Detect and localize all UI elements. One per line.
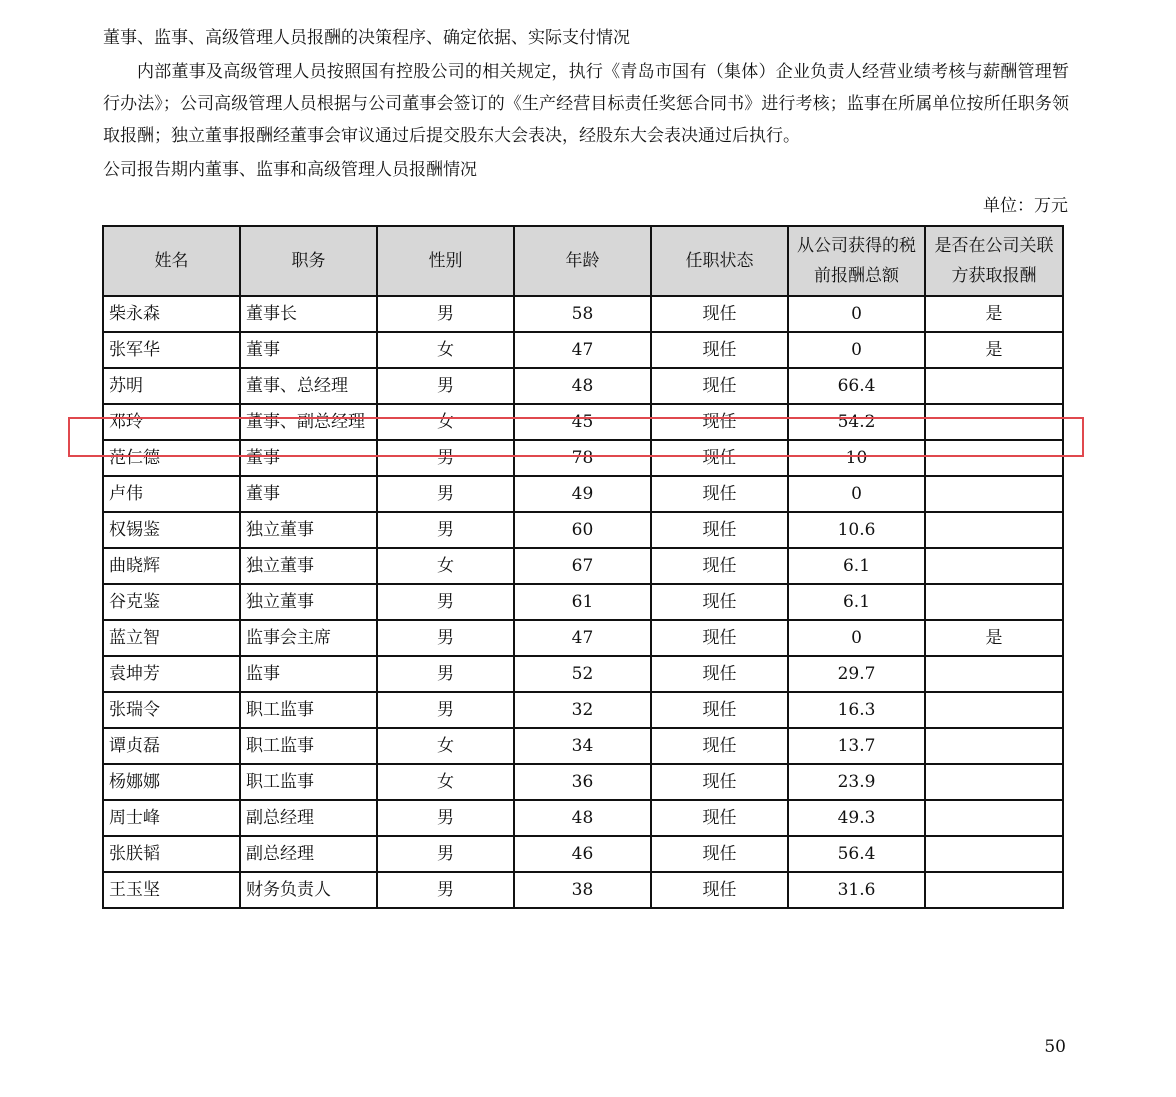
cell-pretax-compensation: 6.1 xyxy=(788,584,925,620)
cell-gender: 男 xyxy=(377,368,514,404)
cell-position: 董事长 xyxy=(240,296,377,332)
table-row xyxy=(103,800,1063,836)
cell-status: 现任 xyxy=(651,584,788,620)
cell-related-party xyxy=(925,584,1063,620)
table-row xyxy=(103,692,1063,728)
table-row xyxy=(103,728,1063,764)
cell-position: 职工监事 xyxy=(240,728,377,764)
cell-gender: 男 xyxy=(377,836,514,872)
cell-position: 董事、副总经理 xyxy=(240,404,377,440)
cell-pretax-compensation: 49.3 xyxy=(788,800,925,836)
section-heading: 董事、监事、高级管理人员报酬的决策程序、确定依据、实际支付情况 xyxy=(103,28,630,48)
table-row xyxy=(103,368,1063,404)
cell-age: 49 xyxy=(514,476,651,512)
cell-position: 监事会主席 xyxy=(240,620,377,656)
cell-gender: 女 xyxy=(377,764,514,800)
cell-name: 张军华 xyxy=(103,332,240,368)
cell-position: 副总经理 xyxy=(240,800,377,836)
table-caption: 公司报告期内董事、监事和高级管理人员报酬情况 xyxy=(103,160,477,180)
header-name: 姓名 xyxy=(103,226,240,296)
cell-position: 副总经理 xyxy=(240,836,377,872)
cell-pretax-compensation: 0 xyxy=(788,476,925,512)
cell-status: 现任 xyxy=(651,620,788,656)
cell-position: 职工监事 xyxy=(240,692,377,728)
cell-status: 现任 xyxy=(651,548,788,584)
cell-position: 职工监事 xyxy=(240,764,377,800)
header-age: 年龄 xyxy=(514,226,651,296)
cell-pretax-compensation: 56.4 xyxy=(788,836,925,872)
cell-status: 现任 xyxy=(651,872,788,908)
cell-related-party xyxy=(925,872,1063,908)
cell-status: 现任 xyxy=(651,476,788,512)
cell-status: 现任 xyxy=(651,404,788,440)
table-row xyxy=(103,512,1063,548)
cell-gender: 男 xyxy=(377,296,514,332)
cell-gender: 男 xyxy=(377,476,514,512)
cell-name: 苏明 xyxy=(103,368,240,404)
cell-related-party xyxy=(925,548,1063,584)
cell-related-party xyxy=(925,728,1063,764)
cell-status: 现任 xyxy=(651,512,788,548)
cell-gender: 男 xyxy=(377,800,514,836)
cell-name: 张朕韬 xyxy=(103,836,240,872)
cell-age: 60 xyxy=(514,512,651,548)
table-row xyxy=(103,620,1063,656)
cell-name: 周士峰 xyxy=(103,800,240,836)
cell-name: 杨娜娜 xyxy=(103,764,240,800)
header-position: 职务 xyxy=(240,226,377,296)
cell-pretax-compensation: 10 xyxy=(788,440,925,476)
cell-related-party: 是 xyxy=(925,620,1063,656)
cell-pretax-compensation: 16.3 xyxy=(788,692,925,728)
policy-paragraph: 内部董事及高级管理人员按照国有控股公司的相关规定，执行《青岛市国有（集体）企业负责人经营业绩考核与薪酬管理暂行办法》；公司高级管理人员根据与公司董事会签订的《生产经营目标责任奖惩合同书》进行考核；监事在所属单位按所任职务领取报酬；独立董事报酬经董事会审议通过后提交股东大会表决，经股东大会表决通过后执行。 xyxy=(103,62,1069,146)
cell-gender: 男 xyxy=(377,872,514,908)
table-header-row xyxy=(103,226,1063,296)
table-row xyxy=(103,872,1063,908)
cell-gender: 男 xyxy=(377,440,514,476)
table-row xyxy=(103,476,1063,512)
cell-name: 谭贞磊 xyxy=(103,728,240,764)
cell-name: 曲晓辉 xyxy=(103,548,240,584)
cell-status: 现任 xyxy=(651,440,788,476)
cell-pretax-compensation: 66.4 xyxy=(788,368,925,404)
cell-name: 柴永森 xyxy=(103,296,240,332)
cell-name: 卢伟 xyxy=(103,476,240,512)
cell-related-party xyxy=(925,512,1063,548)
cell-status: 现任 xyxy=(651,836,788,872)
cell-position: 财务负责人 xyxy=(240,872,377,908)
cell-age: 45 xyxy=(514,404,651,440)
cell-status: 现任 xyxy=(651,332,788,368)
cell-age: 36 xyxy=(514,764,651,800)
unit-label: 单位：万元 xyxy=(983,196,1068,216)
cell-status: 现任 xyxy=(651,728,788,764)
cell-age: 32 xyxy=(514,692,651,728)
cell-pretax-compensation: 10.6 xyxy=(788,512,925,548)
cell-position: 董事 xyxy=(240,332,377,368)
cell-related-party xyxy=(925,476,1063,512)
cell-age: 48 xyxy=(514,800,651,836)
cell-position: 监事 xyxy=(240,656,377,692)
cell-name: 王玉坚 xyxy=(103,872,240,908)
cell-status: 现任 xyxy=(651,764,788,800)
cell-name: 谷克鉴 xyxy=(103,584,240,620)
cell-age: 34 xyxy=(514,728,651,764)
cell-age: 47 xyxy=(514,332,651,368)
cell-related-party xyxy=(925,800,1063,836)
cell-related-party xyxy=(925,404,1063,440)
table-row xyxy=(103,836,1063,872)
table-row xyxy=(103,656,1063,692)
cell-age: 38 xyxy=(514,872,651,908)
cell-age: 52 xyxy=(514,656,651,692)
table-row xyxy=(103,764,1063,800)
cell-related-party xyxy=(925,656,1063,692)
cell-position: 独立董事 xyxy=(240,584,377,620)
cell-age: 78 xyxy=(514,440,651,476)
cell-related-party xyxy=(925,368,1063,404)
cell-status: 现任 xyxy=(651,296,788,332)
cell-position: 董事、总经理 xyxy=(240,368,377,404)
cell-name: 范仁德 xyxy=(103,440,240,476)
cell-gender: 女 xyxy=(377,332,514,368)
page-number: 50 xyxy=(1044,1037,1066,1057)
cell-related-party xyxy=(925,836,1063,872)
cell-name: 邓玲 xyxy=(103,404,240,440)
cell-status: 现任 xyxy=(651,368,788,404)
header-status: 任职状态 xyxy=(651,226,788,296)
cell-gender: 女 xyxy=(377,548,514,584)
table-row xyxy=(103,296,1063,332)
cell-status: 现任 xyxy=(651,800,788,836)
cell-age: 46 xyxy=(514,836,651,872)
cell-related-party: 是 xyxy=(925,296,1063,332)
cell-related-party xyxy=(925,692,1063,728)
cell-pretax-compensation: 31.6 xyxy=(788,872,925,908)
cell-related-party: 是 xyxy=(925,332,1063,368)
cell-position: 董事 xyxy=(240,476,377,512)
cell-gender: 男 xyxy=(377,692,514,728)
cell-gender: 女 xyxy=(377,404,514,440)
cell-position: 独立董事 xyxy=(240,512,377,548)
cell-pretax-compensation: 6.1 xyxy=(788,548,925,584)
cell-position: 独立董事 xyxy=(240,548,377,584)
cell-age: 67 xyxy=(514,548,651,584)
cell-status: 现任 xyxy=(651,692,788,728)
cell-pretax-compensation: 54.2 xyxy=(788,404,925,440)
table-row xyxy=(103,440,1063,476)
table-row xyxy=(103,404,1063,440)
cell-pretax-compensation: 0 xyxy=(788,332,925,368)
header-pretax-compensation: 从公司获得的税前报酬总额 xyxy=(788,226,925,296)
table-row xyxy=(103,548,1063,584)
cell-pretax-compensation: 0 xyxy=(788,620,925,656)
cell-gender: 男 xyxy=(377,512,514,548)
table-body xyxy=(103,296,1063,908)
cell-gender: 男 xyxy=(377,584,514,620)
cell-name: 袁坤芳 xyxy=(103,656,240,692)
cell-status: 现任 xyxy=(651,656,788,692)
cell-gender: 男 xyxy=(377,620,514,656)
cell-pretax-compensation: 13.7 xyxy=(788,728,925,764)
header-gender: 性别 xyxy=(377,226,514,296)
cell-name: 权锡鉴 xyxy=(103,512,240,548)
cell-age: 61 xyxy=(514,584,651,620)
table-row xyxy=(103,584,1063,620)
cell-name: 张瑞令 xyxy=(103,692,240,728)
header-related-party-compensation: 是否在公司关联方获取报酬 xyxy=(925,226,1063,296)
cell-position: 董事 xyxy=(240,440,377,476)
cell-gender: 女 xyxy=(377,728,514,764)
cell-age: 47 xyxy=(514,620,651,656)
cell-related-party xyxy=(925,764,1063,800)
cell-pretax-compensation: 23.9 xyxy=(788,764,925,800)
cell-gender: 男 xyxy=(377,656,514,692)
table-row xyxy=(103,332,1063,368)
cell-age: 58 xyxy=(514,296,651,332)
cell-pretax-compensation: 29.7 xyxy=(788,656,925,692)
cell-pretax-compensation: 0 xyxy=(788,296,925,332)
compensation-table xyxy=(102,225,1064,909)
cell-age: 48 xyxy=(514,368,651,404)
cell-related-party xyxy=(925,440,1063,476)
cell-name: 蓝立智 xyxy=(103,620,240,656)
